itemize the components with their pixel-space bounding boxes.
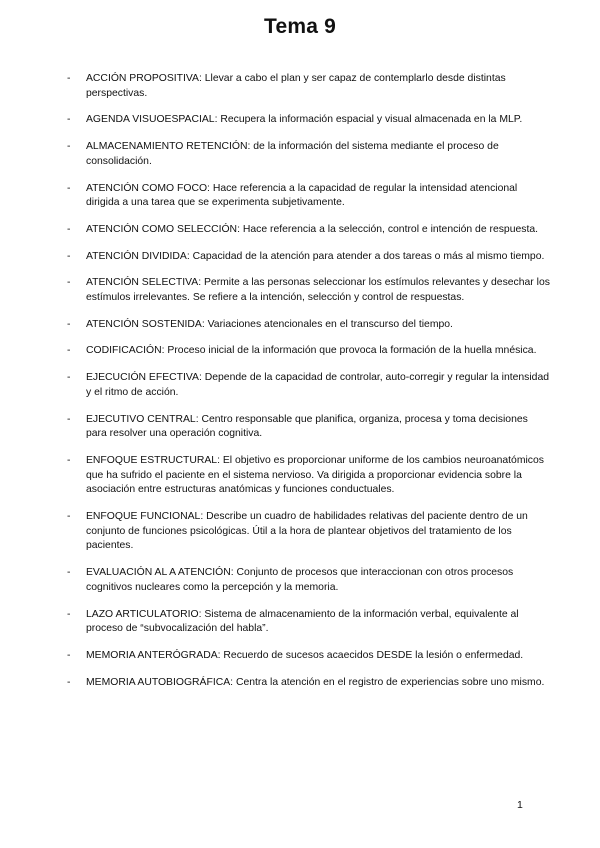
bullet-dash: -	[67, 345, 71, 357]
entry-term: EVALUACIÓN AL A ATENCIÓN	[86, 567, 231, 579]
bullet-dash: -	[67, 454, 71, 466]
glossary-entry: - ATENCIÓN COMO FOCO: Hace referencia a la capacidad de regular la intensidad atencional dirigida a una tarea que se experimenta subjetivamente.	[67, 182, 518, 209]
glossary-entry: - AGENDA VISUOESPACIAL: Recupera la información espacial y visual almacenada en la MLP.	[0, 113, 600, 128]
entry-definition: Recuerdo de sucesos acaecidos DESDE la lesión o enfermedad.	[223, 649, 524, 661]
entry-definition: Variaciones atencionales en el transcurso del tiempo.	[207, 318, 453, 330]
entry-term: LAZO ARTICULATORIO	[86, 608, 199, 620]
entry-definition: Recupera la información espacial y visual almacenada en la MLP.	[220, 114, 523, 126]
entry-definition: Proceso inicial de la información que provoca la formación de la huella mnésica.	[167, 345, 537, 357]
bullet-dash: -	[67, 277, 71, 289]
bullet-dash: -	[67, 182, 71, 194]
entry-term: EJECUCIÓN EFECTIVA	[86, 372, 199, 384]
page-number: 1	[517, 799, 523, 811]
bullet-dash: -	[67, 318, 71, 330]
bullet-dash: -	[67, 73, 71, 84]
entry-definition: El objetivo es proporcionar uniforme de los cambios neuroanatómicos que ha sufrido el paciente en el sistema nervioso. Va dirigida a proporcionar evidencia sobre la asociación entre estructuras anatómicas y funciones conductuales.	[86, 454, 544, 496]
entry-term: ATENCIÓN COMO SELECCIÓN	[86, 223, 238, 235]
entry-definition: Hace referencia a la selección, control e intención de respuesta.	[242, 223, 539, 235]
entry-definition: Centro responsable que planifica, organiza, procesa y toma decisiones para resolver una operación cognitiva.	[86, 413, 528, 440]
entry-definition: Conjunto de procesos que interaccionan con otros procesos cognitivos nucleares como la percepción y la memoria.	[86, 567, 514, 593]
entry-term: ALMACENAMIENTO RETENCIÓN	[86, 141, 248, 153]
glossary-entry: - ENFOQUE FUNCIONAL: Describe un cuadro de habilidades relativas del paciente dentro de un conjunto de funciones psicológicas. Útil a la hora de plantear objetivos del tratamiento de los pacientes.	[67, 511, 528, 552]
glossary-entry: - ATENCIÓN COMO SELECCIÓN: Hace referencia a la selección, control e intención de respuesta.	[0, 223, 600, 238]
entry-definition: Hace referencia a la capacidad de regular la intensidad atencional dirigida a una tarea que se experimenta subjetivamente.	[86, 182, 518, 209]
entry-definition: Centra la atención en el registro de experiencias sobre uno mismo.	[235, 676, 545, 688]
entry-term: AGENDA VISUOESPACIAL	[86, 114, 215, 126]
entry-definition: Sistema de almacenamiento de la información verbal, equivalente al proceso de “subvocalización del habla”.	[86, 608, 519, 635]
bullet-dash: -	[67, 511, 71, 523]
glossary-entry: - EVALUACIÓN AL A ATENCIÓN: Conjunto de procesos que interaccionan con otros procesos cognitivos nucleares como la percepción y la memoria.	[67, 567, 514, 593]
entry-term: MEMORIA ANTERÓGRADA	[86, 649, 218, 661]
glossary-entry: - EJECUCIÓN EFECTIVA: Depende de la capacidad de controlar, auto-corregir y regular la intensidad y el ritmo de acción.	[67, 372, 550, 398]
bullet-dash: -	[67, 250, 71, 262]
entry-term: ACCIÓN PROPOSITIVA	[86, 73, 199, 84]
entry-definition: Capacidad de la atención para atender a dos tareas o más al mismo tiempo.	[192, 250, 545, 262]
entry-term: ATENCIÓN SOSTENIDA	[86, 318, 202, 330]
entry-term: MEMORIA AUTOBIOGRÁFICA	[86, 676, 231, 688]
entry-term: ENFOQUE ESTRUCTURAL	[86, 454, 218, 466]
bullet-dash: -	[67, 567, 71, 579]
entry-term: ATENCIÓN SELECTIVA	[86, 277, 199, 289]
entry-term: ATENCIÓN COMO FOCO	[86, 182, 208, 194]
entry-definition: Llevar a cabo el plan y ser capaz de contemplarlo desde distintas perspectivas.	[86, 73, 506, 99]
glossary-entry: - LAZO ARTICULATORIO: Sistema de almacenamiento de la información verbal, equivalente al proceso de “subvocalización del habla”.	[67, 608, 519, 635]
glossary-entry: - MEMORIA ANTERÓGRADA: Recuerdo de sucesos acaecidos DESDE la lesión o enfermedad.	[0, 649, 600, 664]
glossary-entry: - ATENCIÓN DIVIDIDA: Capacidad de la atención para atender a dos tareas o más al mismo tiempo.	[0, 250, 600, 265]
bullet-dash: -	[67, 413, 71, 425]
glossary-entry: - ATENCIÓN SELECTIVA: Permite a las personas seleccionar los estímulos relevantes y desechar los estímulos irrelevantes. Se refiere a la intención, selección y control de respuestas.	[67, 277, 550, 304]
glossary-entry: - ACCIÓN PROPOSITIVA: Llevar a cabo el plan y ser capaz de contemplarlo desde distintas perspectivas.	[67, 73, 506, 99]
glossary-entry: - ALMACENAMIENTO RETENCIÓN: de la información del sistema mediante el proceso de consolidación.	[67, 141, 499, 167]
bullet-dash: -	[67, 372, 71, 384]
bullet-dash: -	[67, 141, 71, 153]
entry-definition: de la información del sistema mediante el proceso de consolidación.	[86, 141, 499, 167]
bullet-dash: -	[67, 114, 71, 126]
glossary-entry: - CODIFICACIÓN: Proceso inicial de la información que provoca la formación de la huella mnésica.	[0, 344, 600, 359]
page-title: Tema 9	[263, 15, 336, 38]
glossary-entry: - EJECUTIVO CENTRAL: Centro responsable que planifica, organiza, procesa y toma decisiones para resolver una operación cognitiva.	[67, 413, 528, 440]
glossary-entry: - MEMORIA AUTOBIOGRÁFICA: Centra la atención en el registro de experiencias sobre uno mismo.	[0, 676, 600, 691]
glossary-entry: - ATENCIÓN SOSTENIDA: Variaciones atencionales en el transcurso del tiempo.	[0, 318, 600, 333]
entry-definition: Describe un cuadro de habilidades relativas del paciente dentro de un conjunto de funciones psicológicas. Útil a la hora de plantear objetivos del tratamiento de los pacientes.	[86, 511, 528, 552]
entry-term: EJECUTIVO CENTRAL	[86, 413, 196, 425]
entry-term: ENFOQUE FUNCIONAL	[86, 511, 201, 523]
entry-term: CODIFICACIÓN	[86, 345, 162, 357]
glossary-entry: - ENFOQUE ESTRUCTURAL: El objetivo es proporcionar uniforme de los cambios neuroanatómicos que ha sufrido el paciente en el sistema nervioso. Va dirigida a proporcionar evidencia sobre la asociación entre estructuras anatómicas y funciones conductuales.	[67, 454, 544, 496]
entry-definition: Permite a las personas seleccionar los estímulos relevantes y desechar los estímulos irrelevantes. Se refiere a la intención, selección y control de respuestas.	[86, 277, 550, 304]
bullet-dash: -	[67, 223, 71, 235]
bullet-dash: -	[67, 608, 71, 620]
bullet-dash: -	[67, 676, 71, 688]
entry-definition: Depende de la capacidad de controlar, auto-corregir y regular la intensidad y el ritmo de acción.	[86, 372, 550, 398]
bullet-dash: -	[67, 649, 71, 661]
entry-term: ATENCIÓN DIVIDIDA	[86, 250, 187, 262]
glossary-list	[0, 72, 600, 702]
